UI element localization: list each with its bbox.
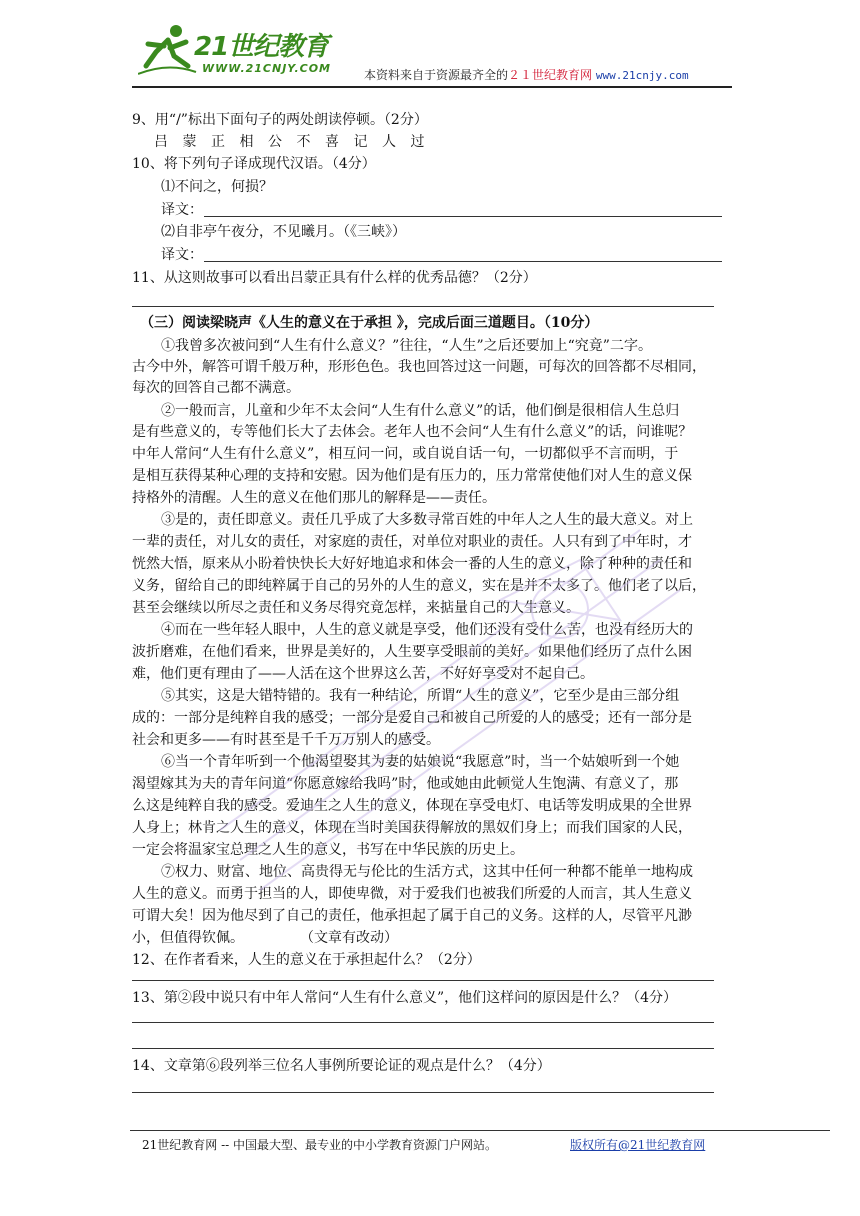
para7-line-3: 可谓大矣！因为他尽到了自己的责任，他承担起了属于自己的义务。这样的人，尽管平凡渺 bbox=[132, 908, 692, 924]
q11-answer-line[interactable] bbox=[132, 306, 714, 307]
section3-heading: （三）阅读梁晓声《人生的意义在于承担 》，完成后面三道题目。（10分） bbox=[140, 315, 599, 331]
q10-sentence-2: ⑵自非亭午夜分，不见曦月。（《三峡》） bbox=[161, 224, 406, 240]
para6-line-1: ⑥当一个青年听到一个他渴望娶其为妻的姑娘说“我愿意”时，当一个姑娘听到一个她 bbox=[161, 754, 680, 770]
para1-line-3: 每次的回答自己都不满意。 bbox=[132, 380, 300, 396]
para2-line-3: 中年人常问“人生有什么意义”，相互问一问，或自说自话一句，一切都似乎不言而明，于 bbox=[132, 446, 679, 462]
q9-sentence: 吕蒙正相公不喜记人过 bbox=[154, 134, 439, 150]
logo-brand: 21世纪教育 bbox=[194, 32, 329, 62]
q10-answer-label-2: 译文： bbox=[161, 247, 203, 263]
header-note-url[interactable]: www.21cnjy.com bbox=[595, 69, 689, 82]
para5-line-2: 成的：一部分是纯粹自我的感受；一部分是爱自己和被自己所爱的人的感受；还有一部分是 bbox=[132, 710, 692, 726]
q13-answer-line-1[interactable] bbox=[132, 1022, 714, 1023]
para2-line-5: 持格外的清醒。人生的意义在他们那儿的解释是——责任。 bbox=[132, 490, 496, 506]
q14-answer-line[interactable] bbox=[132, 1092, 714, 1093]
header-note-prefix: 本资料来自于资源最齐全的 bbox=[364, 68, 509, 82]
para3-line-5: 甚至会继续以所尽之责任和义务尽得究竟怎样，来掂量自己的人生意义。 bbox=[132, 600, 580, 616]
header-note-site[interactable]: ２１世纪教育网 bbox=[508, 68, 593, 82]
para3-line-3: 恍然大悟，原来从小盼着快快长大好好地追求和体会一番的人生的意义，除了种种的责任和 bbox=[132, 556, 692, 572]
para2-line-1: ②一般而言，儿童和少年不太会问“人生有什么意义”的话，他们倒是很相信人生总归 bbox=[161, 403, 680, 419]
para2-line-2: 是有些意义的，专等他们长大了去体会。老年人也不会问“人生有什么意义”的话，问谁呢？ bbox=[132, 424, 693, 440]
q11-question: 11、从这则故事可以看出吕蒙正具有什么样的优秀品德？（2分） bbox=[132, 270, 537, 286]
q10-answer-line-1[interactable] bbox=[204, 216, 722, 217]
para1-line-1: ①我曾多次被问到“人生有什么意义？”往往，“人生”之后还要加上“究竟”二字。 bbox=[161, 338, 652, 354]
q14-question: 14、文章第⑥段列举三位名人事例所要论证的观点是什么？（4分） bbox=[132, 1058, 551, 1074]
q12-question: 12、在作者看来，人生的意义在于承担起什么？（2分） bbox=[132, 952, 481, 968]
q13-question: 13、第②段中说只有中年人常问“人生有什么意义”，他们这样问的原因是什么？（4分） bbox=[132, 990, 678, 1006]
para6-line-2: 渴望嫁其为夫的青年问道“你愿意嫁给我吗”时，他或她由此顿觉人生饱满、有意义了，那 bbox=[132, 776, 679, 792]
footer-site-description: 21世纪教育网 -- 中国最大型、最专业的中小学教育资源门户网站。 bbox=[142, 1138, 498, 1152]
q13-answer-line-2[interactable] bbox=[132, 1048, 714, 1049]
para6-line-5: 一定会将温家宝总理之人生的意义，书写在中华民族的历史上。 bbox=[132, 842, 524, 858]
para1-line-2: 古今中外，解答可谓千般万种，形形色色。我也回答过这一问题，可每次的回答都不尽相同， bbox=[132, 359, 706, 375]
para4-line-3: 难，他们更有理由了——人活在这个世界这么苦，不好好享受对不起自己。 bbox=[132, 666, 594, 682]
para7-line-4: 小，但值得钦佩。 （文章有改动） bbox=[132, 930, 398, 946]
para5-line-1: ⑤其实，这是大错特错的。我有一种结论，所谓“人生的意义”，它至少是由三部分组 bbox=[161, 688, 680, 704]
para7-line-2: 人生的意义。而勇于担当的人，即使卑微，对于爱我们也被我们所爱的人而言，其人生意义 bbox=[132, 886, 692, 902]
para4-line-2: 波折磨难，在他们看来，世界是美好的，人生要享受眼前的美好。如果他们经历了点什么困 bbox=[132, 644, 692, 660]
para5-line-3: 社会和更多——有时甚至是千千万万别人的感受。 bbox=[132, 732, 440, 748]
q9-question: 9、用“/”标出下面句子的两处朗读停顿。（2分） bbox=[132, 112, 428, 128]
para6-line-4: 人身上；林肯之人生的意义，体现在当时美国获得解放的黑奴们身上；而我们国家的人民， bbox=[132, 820, 692, 836]
para7-line-1: ⑦权力、财富、地位、高贵得无与伦比的生活方式，这其中任何一种都不能单一地构成 bbox=[161, 864, 693, 880]
q10-answer-label-1: 译文： bbox=[161, 202, 203, 218]
para6-line-3: 么这是纯粹自我的感受。爱迪生之人生的意义，体现在享受电灯、电话等发明成果的全世界 bbox=[132, 798, 692, 814]
footer-divider bbox=[130, 1130, 830, 1131]
footer-copyright-link[interactable]: 版权所有@21世纪教育网 bbox=[570, 1138, 706, 1152]
q10-sentence-1: ⑴不问之，何损？ bbox=[161, 179, 273, 195]
para3-line-1: ③是的，责任即意义。责任几乎成了大多数寻常百姓的中年人之人生的最大意义。对上 bbox=[161, 512, 693, 528]
para2-line-4: 是相互获得某种心理的支持和安慰。因为他们是有压力的，压力常常使他们对人生的意义保 bbox=[132, 468, 692, 484]
para3-line-2: 一辈的责任，对儿女的责任，对家庭的责任，对单位对职业的责任。人只有到了中年时，才 bbox=[132, 534, 692, 550]
q10-answer-line-2[interactable] bbox=[204, 261, 722, 262]
q10-question: 10、将下列句子译成现代汉语。（4分） bbox=[132, 156, 376, 172]
para4-line-1: ④而在一些年轻人眼中，人生的意义就是享受，他们还没有受什么苦，也没有经历大的 bbox=[161, 622, 693, 638]
logo-url: WWW.21CNJY.COM bbox=[202, 62, 331, 75]
para3-line-4: 义务，留给自己的即纯粹属于自己的另外的人生的意义，实在是并不太多了。他们老了以后， bbox=[132, 578, 706, 594]
q12-answer-line[interactable] bbox=[132, 980, 714, 981]
